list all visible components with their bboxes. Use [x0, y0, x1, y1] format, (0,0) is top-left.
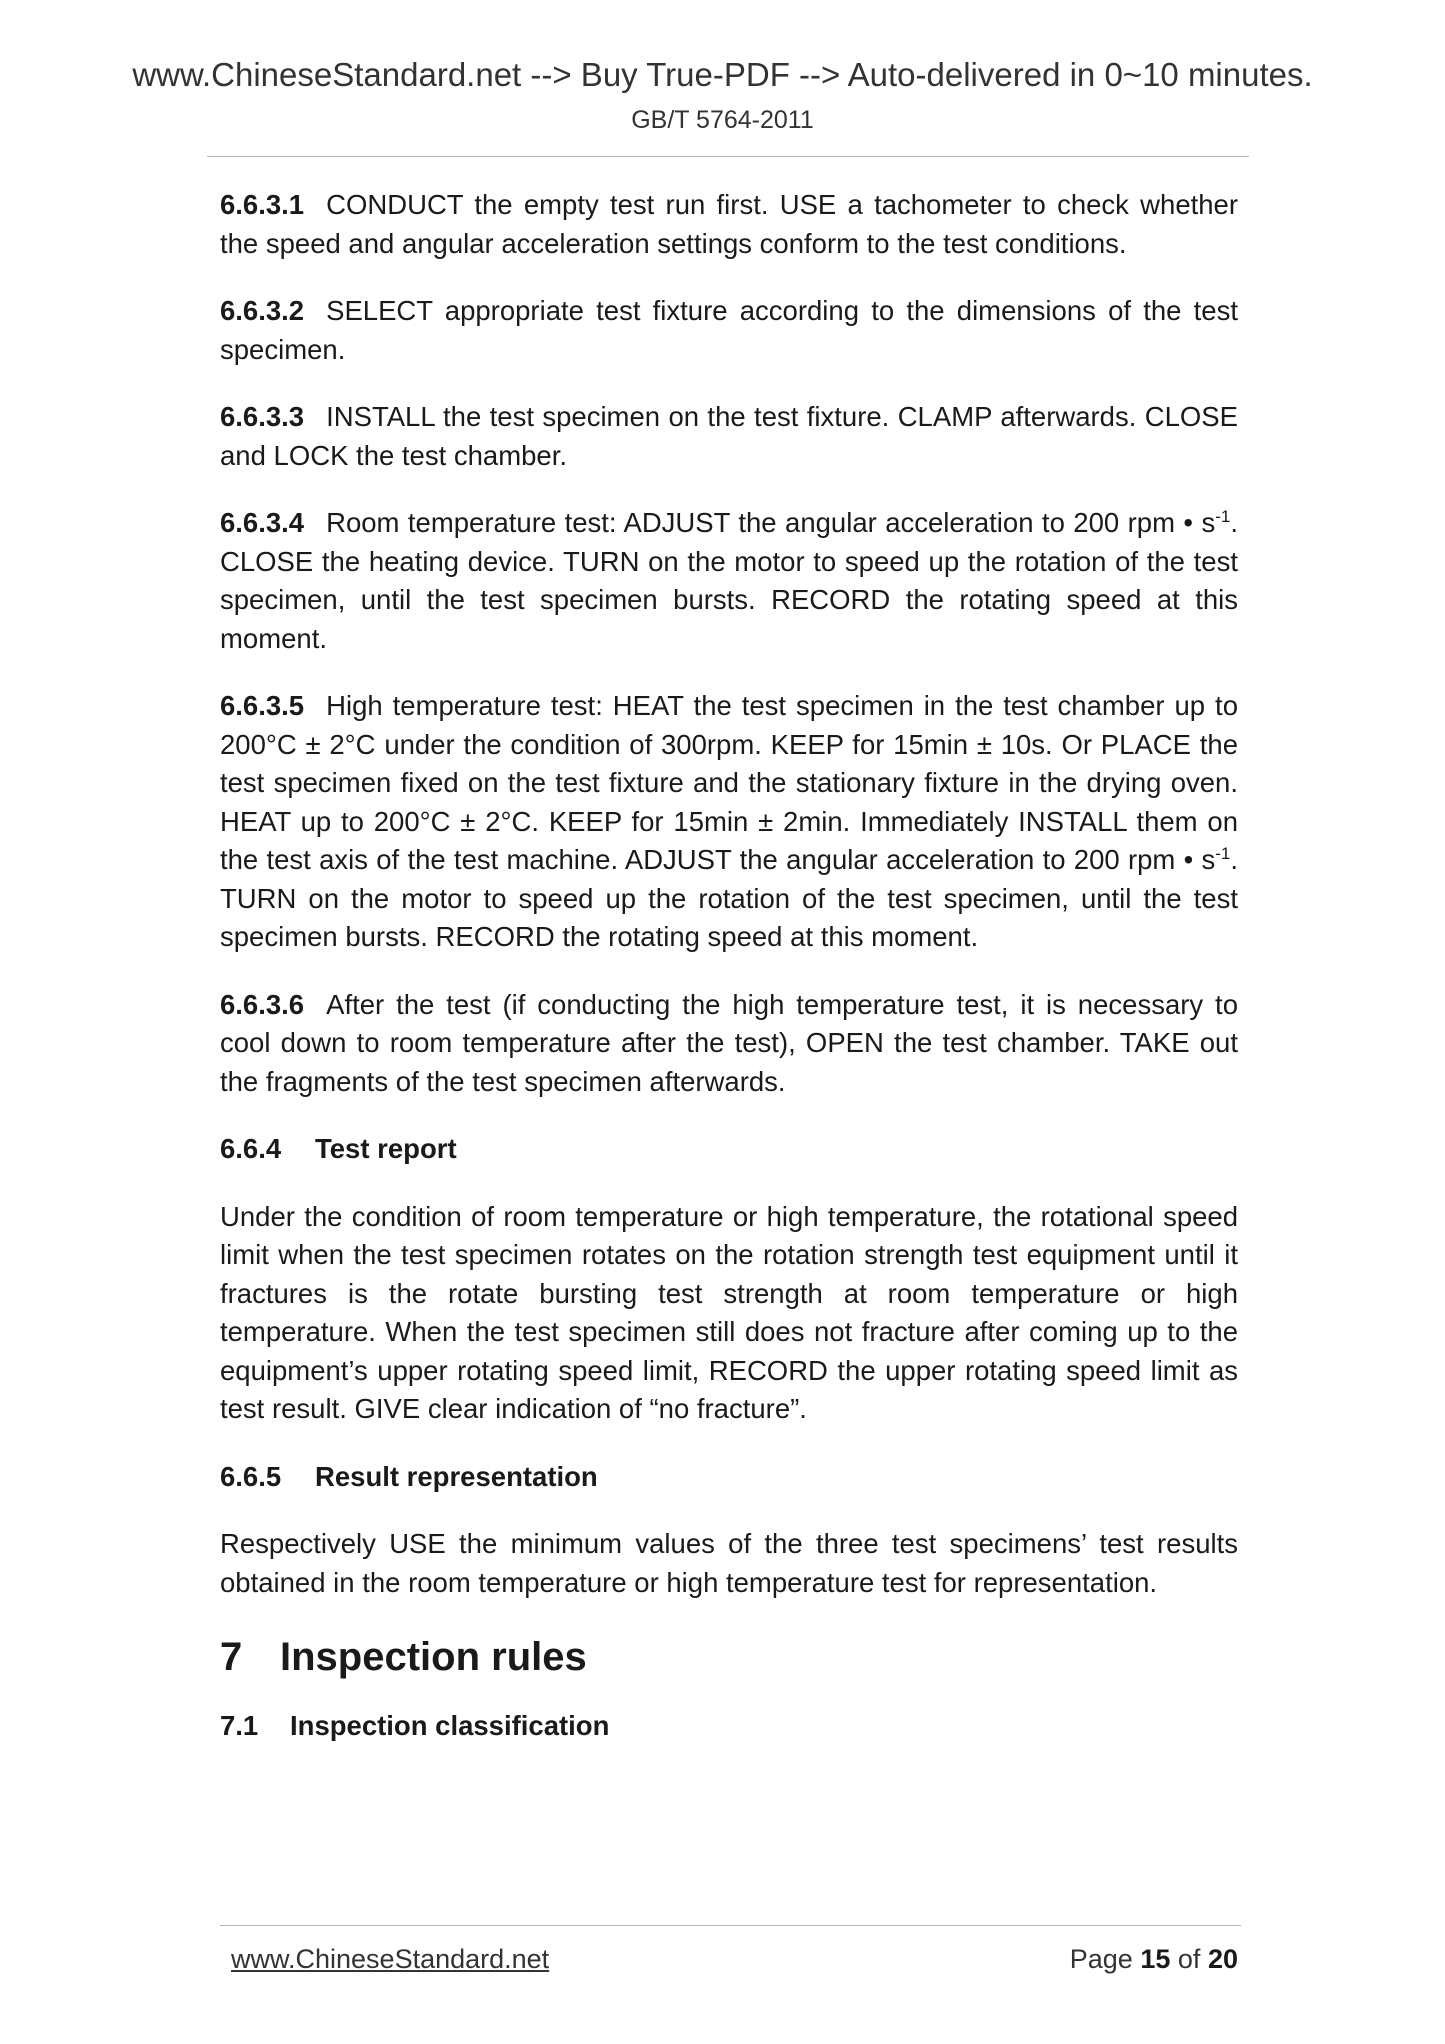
page-current: 15: [1140, 1944, 1171, 1974]
clause-text-continued: . TURN on the motor to speed up the rotation of the test specimen, until the test specimen bursts. RECORD the rotating speed at this moment.: [220, 844, 1238, 952]
of-word: of: [1177, 1944, 1201, 1974]
result-representation-text: Respectively USE the minimum values of the three test specimens’ test results obtained in the room temperature or high temperature test for representation.: [220, 1528, 1238, 1598]
clause-6-6-3-5: [220, 687, 1238, 957]
heading-7: [220, 1631, 1238, 1683]
clause-number: 6.6.3.1: [220, 189, 305, 220]
heading-number: 6.6.5: [220, 1460, 282, 1492]
heading-6-6-4: [220, 1130, 1238, 1169]
test-report-text: Under the condition of room temperature or high temperature, the rotational speed limit when the test specimen rotates on the rotation strength test equipment until it fractures is the rotate bursting test strength at room temperature or high temperature. When the test specimen still does not fracture after coming up to the equipment’s upper rotating speed limit, RECORD the upper rotating speed limit as test result. GIVE clear indication of “no fracture”.: [220, 1200, 1238, 1424]
heading-number: 7.1: [220, 1710, 259, 1741]
heading-title: Inspection rules: [280, 1635, 587, 1679]
clause-6-6-3-6: [220, 986, 1238, 1102]
clause-6-6-3-4: [220, 504, 1238, 658]
heading-number: 7: [220, 1635, 243, 1679]
page-total: 20: [1207, 1944, 1238, 1974]
clause-6-6-3-3: [220, 398, 1238, 475]
document-body: [220, 186, 1238, 1746]
clause-text: Room temperature test: ADJUST the angular acceleration to 200 rpm • s: [326, 507, 1216, 538]
header-divider: [207, 156, 1249, 157]
clause-text: INSTALL the test specimen on the test fixture. CLAMP afterwards. CLOSE and LOCK the test chamber.: [220, 401, 1238, 471]
page-number: [1070, 1944, 1238, 1975]
heading-title: Result representation: [315, 1460, 598, 1492]
clause-text: After the test (if conducting the high temperature test, it is necessary to cool down to room temperature after the test), OPEN the test chamber. TAKE out the fragments of the test specimen afterwards.: [220, 988, 1238, 1097]
clause-text: High temperature test: HEAT the test specimen in the test chamber up to 200°C ± 2°C under the condition of 300rpm. KEEP for 15min ± 10s. Or PLACE the test specimen fixed on the test fixture and the stationary fixture in the drying oven. HEAT up to 200°C ± 2°C. KEEP for 15min ± 2min. Immediately INSTALL them on the test axis of the test machine. ADJUST the angular acceleration to 200 rpm • s: [220, 690, 1238, 875]
heading-7-1: [220, 1707, 1238, 1746]
heading-title: Test report: [315, 1133, 457, 1164]
clause-text: SELECT appropriate test fixture according to the dimensions of the test specimen.: [220, 295, 1238, 365]
clause-number: 6.6.3.3: [220, 401, 305, 432]
clause-number: 6.6.3.2: [220, 295, 305, 326]
clause-text-continued: . CLOSE the heating device. TURN on the motor to speed up the rotation of the test specimen, until the test specimen bursts. RECORD the rotating speed at this moment.: [220, 507, 1238, 654]
heading-number: 6.6.4: [220, 1133, 282, 1164]
clause-number: 6.6.3.5: [220, 690, 305, 721]
heading-title: Inspection classification: [290, 1710, 610, 1741]
footer-divider: [220, 1925, 1241, 1926]
superscript: -1: [1215, 506, 1231, 526]
standard-code: GB/T 5764-2011: [631, 106, 814, 134]
heading-6-6-5: [220, 1458, 1238, 1497]
clause-number: 6.6.3.4: [220, 507, 305, 538]
superscript: -1: [1215, 843, 1231, 863]
header-banner: www.ChineseStandard.net --> Buy True-PDF --> Auto-delivered in 0~10 minutes.: [132, 56, 1313, 93]
clause-6-6-3-2: [220, 292, 1238, 369]
footer-website-link[interactable]: www.ChineseStandard.net: [231, 1944, 550, 1974]
clause-text: CONDUCT the empty test run first. USE a tachometer to check whether the speed and angular acceleration settings conform to the test conditions.: [220, 189, 1238, 259]
clause-6-6-3-1: [220, 186, 1238, 263]
page-word: Page: [1069, 1944, 1133, 1974]
clause-number: 6.6.3.6: [220, 988, 305, 1020]
